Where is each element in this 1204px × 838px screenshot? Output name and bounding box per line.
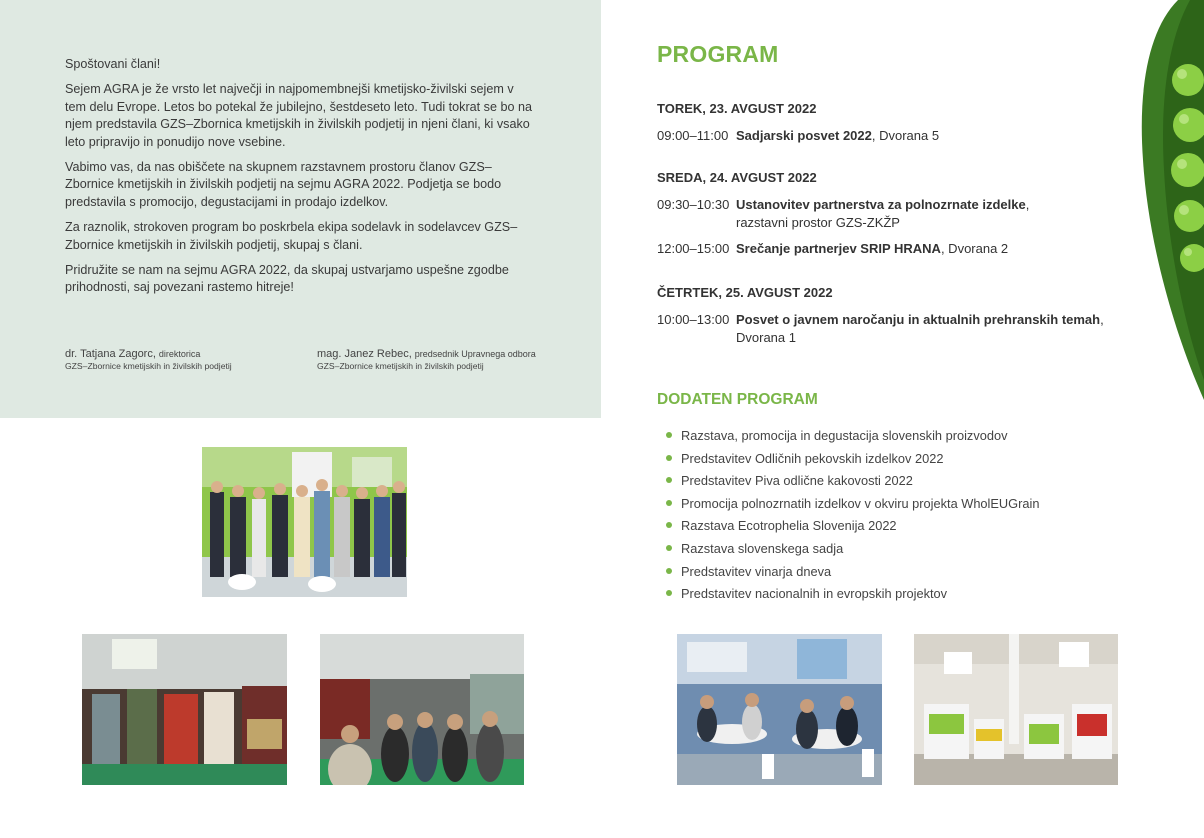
bullet-icon bbox=[666, 455, 672, 461]
list-item bbox=[666, 450, 1039, 473]
signature-president-org: GZS–Zbornice kmetijskih in živilskih podjetij bbox=[317, 361, 484, 371]
event-location: , Dvorana 5 bbox=[871, 128, 940, 143]
list-item bbox=[666, 427, 1039, 450]
photo-green-stands bbox=[914, 634, 1118, 785]
event-location: , Dvorana 2 bbox=[940, 241, 1009, 256]
list-item-text: Predstavitev vinarja dneva bbox=[681, 563, 832, 579]
event-row bbox=[657, 240, 1107, 258]
photo-visitors-crowd bbox=[320, 634, 524, 785]
bullet-icon bbox=[666, 568, 672, 574]
signature-president-name: mag. Janez Rebec, bbox=[317, 348, 412, 360]
event-location: , bbox=[1025, 197, 1030, 212]
event-location-line2: razstavni prostor GZS-ZKŽP bbox=[736, 215, 900, 230]
list-item-text: Razstava Ecotrophelia Slovenija 2022 bbox=[681, 518, 897, 534]
list-item-text: Predstavitev Piva odlične kakovosti 2022 bbox=[681, 473, 913, 489]
event-time: 12:00–15:00 bbox=[657, 241, 730, 256]
list-item-text: Predstavitev nacionalnih in evropskih projektov bbox=[681, 586, 948, 602]
letter-paragraph-1: Sejem AGRA je že vrsto let največji in najpomembnejši kmetijsko-živilski sejem v tem delu Evrope. Letos bo potekal že jubilejno, šestdeseto leto. Tudi tokrat se bo na njem predstavila GZS–Zbornica kmetijskih in živilskih podjetij in njeni člani, ki vsako leto pripravijo in ponudijo nove vsebine. bbox=[65, 82, 532, 149]
list-item-text: Promocija polnozrnatih izdelkov v okviru projekta WholEUGrain bbox=[681, 495, 1040, 511]
list-item bbox=[666, 563, 1039, 586]
letter-paragraph-3: Za raznolik, strokoven program bo poskrbela ekipa sodelavk in sodelavcev GZS–Zbornice kmetijskih in živilskih podjetij, skupaj s člani. bbox=[65, 220, 518, 252]
bullet-icon bbox=[666, 432, 672, 438]
letter-paragraph-4: Pridružite se nam na sejmu AGRA 2022, da skupaj ustvarjamo uspešne zgodbe prihodnosti, saj povezani rastemo hitreje! bbox=[65, 263, 509, 295]
event-time: 10:00–13:00 bbox=[657, 312, 730, 327]
list-item bbox=[666, 585, 1039, 608]
signature-director-org: GZS–Zbornice kmetijskih in živilskih podjetij bbox=[65, 361, 232, 371]
list-item bbox=[666, 540, 1039, 563]
list-item-text: Razstava slovenskega sadja bbox=[681, 540, 844, 556]
event-location: , bbox=[1100, 312, 1104, 327]
event-title: Posvet o javnem naročanju in aktualnih prehranskih temah bbox=[736, 312, 1101, 327]
day-heading-tuesday: TOREK, 23. AVGUST 2022 bbox=[657, 101, 817, 116]
bullet-icon bbox=[666, 477, 672, 483]
signature-director bbox=[65, 348, 232, 372]
list-item bbox=[666, 472, 1039, 495]
event-location-line2: Dvorana 1 bbox=[736, 330, 796, 345]
event-row bbox=[657, 196, 1107, 232]
event-row bbox=[657, 311, 1107, 347]
day-heading-wednesday: SREDA, 24. AVGUST 2022 bbox=[657, 170, 817, 185]
letter-body bbox=[65, 56, 535, 305]
letter-paragraph-2: Vabimo vas, da nas obiščete na skupnem razstavnem prostoru članov GZS–Zbornice kmetijskih in živilskih podjetij na sejmu AGRA 2022. Podjetja se bodo predstavila s promocijo, degustacijami in prodajo izdelkov. bbox=[65, 160, 502, 209]
event-title: Ustanovitev partnerstva za polnozrnate izdelke bbox=[736, 197, 1026, 212]
list-item-text: Razstava, promocija in degustacija slovenskih proizvodov bbox=[681, 428, 1008, 443]
photo-exhibition-stands bbox=[82, 634, 287, 785]
bullet-icon bbox=[666, 500, 672, 506]
list-item-text: Predstavitev Odličnih pekovskih izdelkov 2022 bbox=[681, 450, 944, 466]
bullet-icon bbox=[666, 522, 672, 528]
program-title: PROGRAM bbox=[657, 41, 779, 67]
pea-pod-illustration bbox=[1118, 0, 1204, 400]
list-item bbox=[666, 517, 1039, 540]
additional-program-title: DODATEN PROGRAM bbox=[657, 391, 818, 408]
event-time: 09:00–11:00 bbox=[657, 128, 729, 143]
event-row bbox=[657, 127, 1107, 145]
signature-president-role: predsednik Upravnega odbora bbox=[414, 349, 536, 359]
list-item bbox=[666, 495, 1039, 518]
signature-president bbox=[317, 348, 536, 372]
bullet-icon bbox=[666, 590, 672, 596]
photo-visitors-tables bbox=[677, 634, 882, 785]
signature-director-role: direktorica bbox=[158, 349, 201, 359]
signature-director-name: dr. Tatjana Zagorc, bbox=[65, 348, 156, 360]
day-heading-thursday: ČETRTEK, 25. AVGUST 2022 bbox=[657, 285, 833, 300]
event-title: Srečanje partnerjev SRIP HRANA bbox=[736, 241, 941, 256]
event-title: Sadjarski posvet 2022 bbox=[736, 128, 872, 143]
additional-program-list bbox=[666, 427, 1039, 608]
bullet-icon bbox=[666, 545, 672, 551]
event-time: 09:30–10:30 bbox=[657, 197, 730, 212]
photo-group-opening bbox=[202, 447, 407, 597]
letter-greeting: Spoštovani člani! bbox=[65, 57, 161, 71]
